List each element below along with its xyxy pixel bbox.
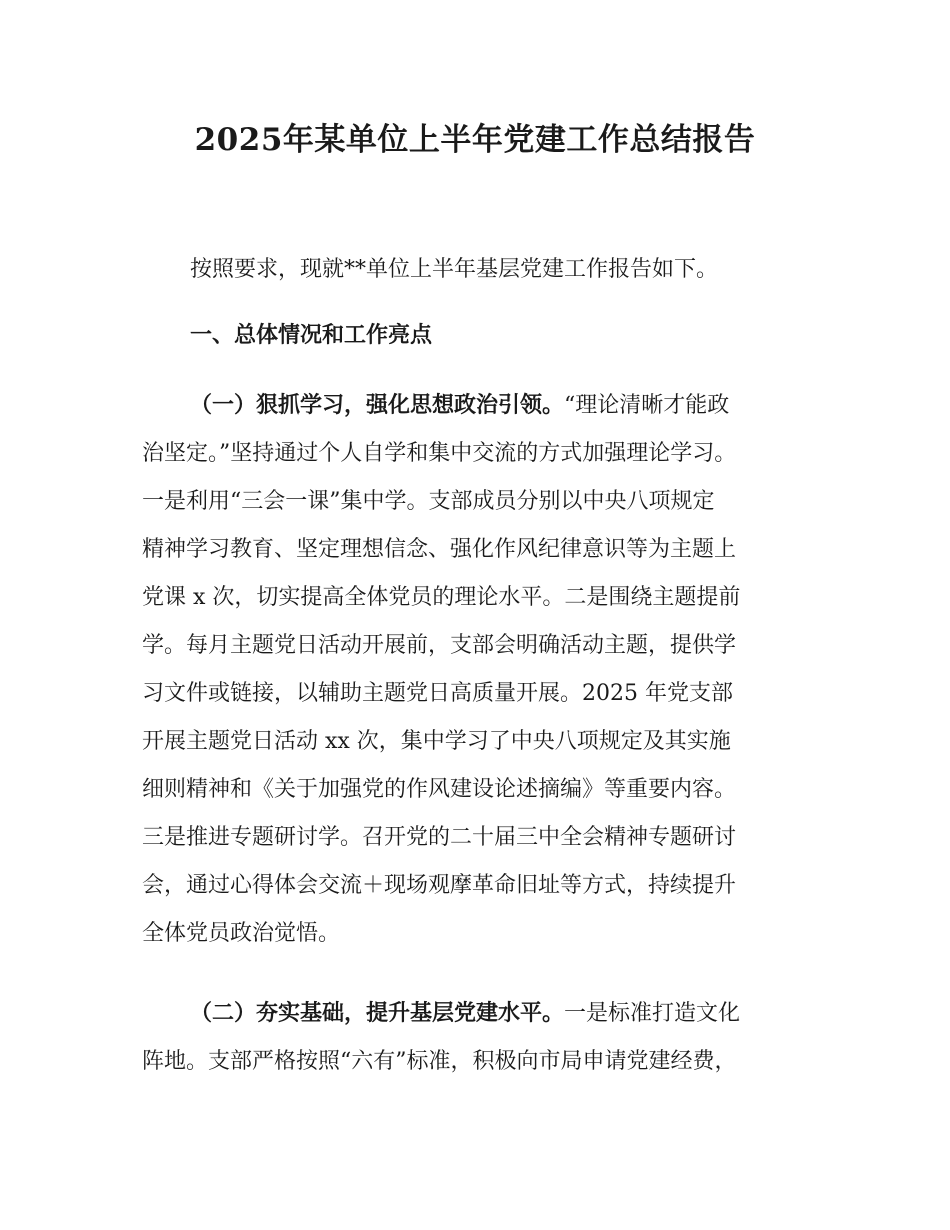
paragraph-first-line: [142, 382, 824, 430]
paragraph-line: 全体党员政治觉悟。: [142, 921, 341, 946]
paragraph-line: 阵地。支部严格按照“六有”标准，积极向市局申请党建经费，: [142, 1049, 737, 1074]
paragraph-line: 党课 x 次，切实提高全体党员的理论水平。二是围绕主题提前: [142, 585, 741, 610]
paragraph-foundation: [142, 990, 824, 1086]
paragraph-first-line: [142, 990, 824, 1038]
paragraph-line: 治坚定。”坚持通过个人自学和集中交流的方式加强理论学习。: [142, 441, 737, 466]
paragraph-line: 习文件或链接，以辅助主题党日高质量开展。2025 年党支部: [142, 681, 733, 706]
document-title: 2025年某单位上半年党建工作总结报告: [194, 122, 756, 158]
intro-line: 按照要求，现就**单位上半年基层党建工作报告如下。: [190, 257, 719, 282]
paragraph-line-text: “理论清晰才能政: [564, 393, 730, 418]
paragraph-line: 会，通过心得体会交流＋现场观摩革命旧址等方式，持续提升: [142, 873, 737, 898]
paragraph-line-text: 一是标准打造文化: [564, 1001, 741, 1026]
paragraph-line: 一是利用“三会一课”集中学。支部成员分别以中央八项规定: [142, 489, 715, 514]
paragraph-lead: （二）夯实基础，提升基层党建水平。: [190, 1001, 565, 1026]
paragraph-line: 学。每月主题党日活动开展前，支部会明确活动主题，提供学: [142, 633, 737, 658]
section-heading-1: [142, 312, 824, 360]
paragraph-line: 三是推进专题研讨学。召开党的二十届三中全会精神专题研讨: [142, 825, 737, 850]
paragraph-lead: （一）狠抓学习，强化思想政治引领。: [190, 393, 565, 418]
paragraph-line: 细则精神和《关于加强党的作风建设论述摘编》等重要内容。: [142, 777, 737, 802]
paragraph-line: 精神学习教育、坚定理想信念、强化作风纪律意识等为主题上: [142, 537, 737, 562]
intro-paragraph: [142, 246, 824, 294]
paragraph-study: [142, 382, 824, 958]
section-heading-text: 一、总体情况和工作亮点: [190, 323, 433, 348]
paragraph-line: 开展主题党日活动 xx 次，集中学习了中央八项规定及其实施: [142, 729, 731, 754]
